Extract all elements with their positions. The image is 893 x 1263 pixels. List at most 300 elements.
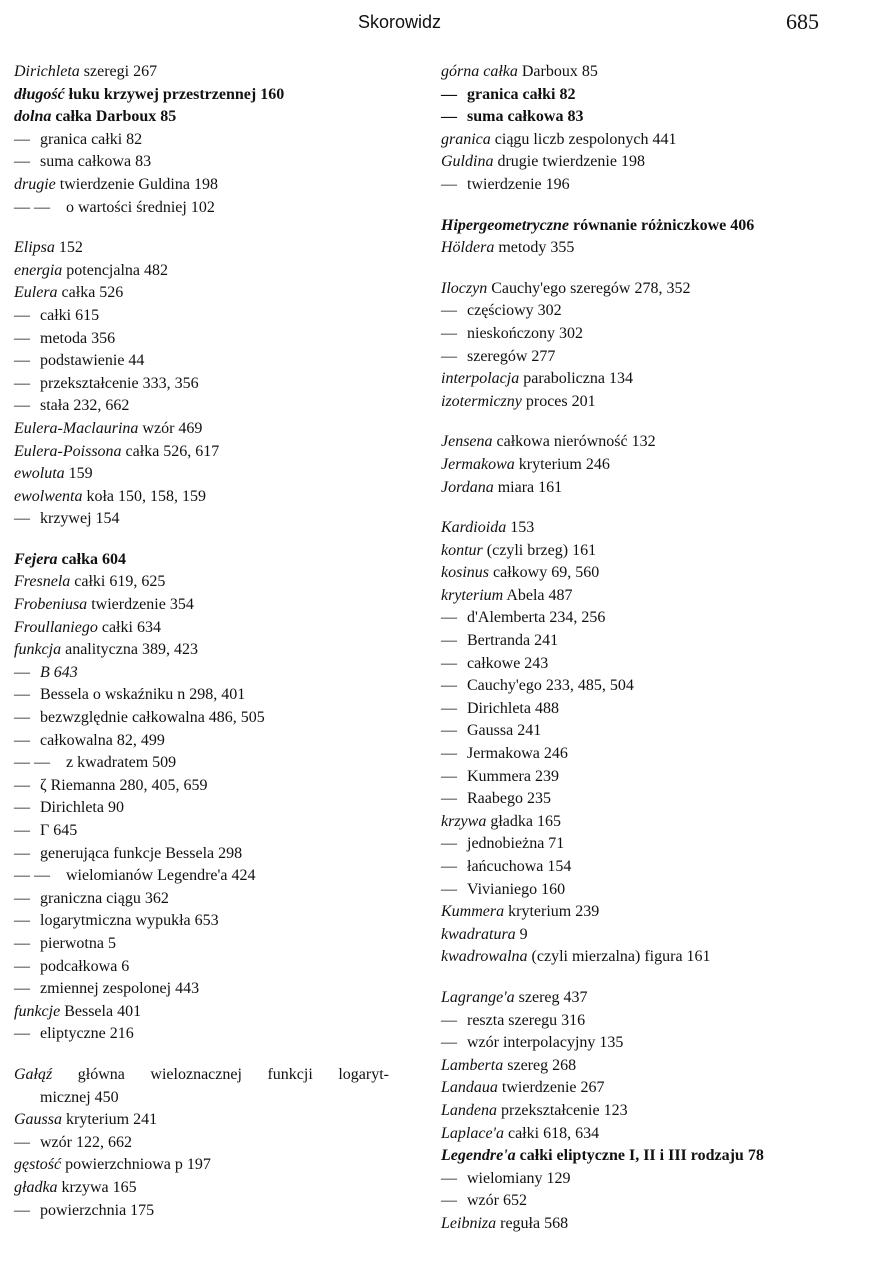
entry-term: kosinus: [441, 564, 489, 582]
index-entry: [14, 933, 414, 956]
entry-dash: —: [14, 980, 30, 998]
entry-term: Froullaniego: [14, 618, 98, 636]
index-entry: [14, 305, 414, 328]
entry-text: reguła 568: [496, 1214, 569, 1232]
index-entry: [14, 486, 414, 509]
entry-dash: —: [14, 686, 30, 704]
entry-term: kwadrowalna: [441, 948, 528, 966]
index-entry: [14, 463, 414, 486]
entry-text: potencjalna 482: [62, 261, 169, 279]
index-entry: [441, 391, 886, 414]
entry-text: twierdzenie 267: [497, 1079, 605, 1097]
index-entry: [441, 106, 886, 129]
section-gap: [441, 260, 886, 278]
entry-dash: —: [14, 1025, 30, 1043]
entry-term: Eulera-Poissona: [14, 442, 122, 460]
entry-text: równanie różniczkowe 406: [568, 216, 755, 234]
index-entry: [14, 282, 414, 305]
entry-term: Iloczyn: [441, 279, 488, 297]
entry-text: szereg 437: [514, 988, 588, 1006]
entry-text: Vivianiego 160: [467, 880, 566, 898]
index-entry: [14, 684, 414, 707]
entry-text: całkowe 243: [467, 654, 549, 672]
index-entry: [14, 910, 414, 933]
entry-dash: —: [14, 934, 30, 952]
index-entry: [14, 197, 414, 220]
entry-text: wielomiany 129: [467, 1169, 571, 1187]
entry-text: 9: [515, 925, 528, 943]
entry-text: krzywej 154: [40, 510, 120, 528]
entry-dash: —: [14, 1133, 30, 1151]
entry-text: Cauchy'ego szeregów 278, 352: [487, 279, 691, 297]
entry-dash: —: [441, 677, 457, 695]
entry-dash: —: [441, 347, 457, 365]
entry-text: całkowa nierówność 132: [492, 433, 656, 451]
index-entry: [441, 278, 886, 301]
entry-dash: —: [14, 1201, 30, 1219]
entry-term: gładka: [14, 1178, 58, 1196]
entry-term: Dirichleta: [14, 63, 80, 80]
index-entry: [14, 508, 414, 531]
index-entry: [441, 607, 886, 630]
index-entry: [441, 61, 886, 84]
entry-text: granica całki 82: [467, 85, 576, 103]
entry-text: powierzchniowa p 197: [61, 1156, 211, 1174]
entry-text: powierzchnia 175: [40, 1201, 155, 1219]
entry-text: (czyli mierzalna) figura 161: [527, 948, 711, 966]
entry-term: Guldina: [441, 153, 494, 171]
index-entry: [441, 300, 886, 323]
index-entry: [441, 84, 886, 107]
index-entry: [441, 1123, 886, 1146]
index-entry: [441, 323, 886, 346]
entry-term: funkcje: [14, 1002, 61, 1020]
entry-text: 153: [506, 519, 535, 537]
index-entry: [441, 431, 886, 454]
entry-term: dolna: [14, 108, 52, 126]
index-entry: [441, 630, 886, 653]
entry-term: energia: [14, 261, 63, 279]
entry-text: drugie twierdzenie 198: [493, 153, 645, 171]
index-entry: [14, 549, 414, 572]
entry-text: przekształcenie 123: [497, 1101, 628, 1119]
entry-text: Raabego 235: [467, 790, 551, 808]
entry-text: (czyli brzeg) 161: [482, 541, 597, 559]
entry-term: kwadratura: [441, 925, 516, 943]
index-entry: [14, 707, 414, 730]
entry-text: metody 355: [494, 239, 575, 257]
entry-term: długość: [14, 85, 65, 103]
entry-dash: —: [14, 912, 30, 930]
entry-text: metoda 356: [40, 329, 116, 347]
entry-text: Kummera 239: [467, 767, 559, 785]
index-entry: [14, 752, 414, 775]
entry-dash: —: [441, 85, 457, 103]
entry-text: miara 161: [493, 478, 563, 496]
entry-dash: —: [441, 790, 457, 808]
entry-term: krzywa: [441, 812, 487, 830]
index-entry: [14, 978, 414, 1001]
entry-term: Eulera: [14, 284, 58, 302]
entry-term: Kummera: [441, 903, 505, 921]
index-entry: [14, 441, 414, 464]
index-entry: [14, 888, 414, 911]
entry-text: gładka 165: [486, 812, 561, 830]
entry-dash: —: [441, 1169, 457, 1187]
page-header: [0, 8, 893, 36]
entry-text: bezwzględnie całkowalna 486, 505: [40, 709, 265, 727]
entry-dash: —: [441, 302, 457, 320]
entry-text: Darboux 85: [517, 63, 598, 80]
index-entry: [441, 653, 886, 676]
entry-text: całka 526: [57, 284, 124, 302]
index-entry: [441, 901, 886, 924]
entry-dash: — —: [14, 754, 50, 772]
section-gap: [441, 499, 886, 517]
entry-dash: —: [441, 835, 457, 853]
entry-text: podcałkowa 6: [40, 957, 130, 975]
section-gap: [441, 197, 886, 215]
entry-text: Dirichleta 488: [467, 699, 559, 717]
entry-term: ewoluta: [14, 465, 65, 483]
entry-term: Hipergeometryczne: [441, 216, 569, 234]
index-entry: [14, 571, 414, 594]
index-entry: [14, 662, 414, 685]
entry-text: eliptyczne 216: [40, 1025, 134, 1043]
entry-dash: —: [441, 175, 457, 193]
index-entry: [14, 797, 414, 820]
entry-text: Cauchy'ego 233, 485, 504: [467, 677, 634, 695]
entry-text: suma całkowa 83: [40, 153, 152, 171]
index-entry: [441, 562, 886, 585]
index-entry: [14, 1001, 414, 1024]
index-entry: [14, 1177, 414, 1200]
entry-text: szeregów 277: [467, 347, 556, 365]
entry-text: generująca funkcje Bessela 298: [40, 844, 243, 862]
index-entry: [14, 1154, 414, 1177]
entry-text: całka 604: [57, 550, 126, 568]
index-entry: [441, 946, 886, 969]
entry-dash: —: [14, 306, 30, 324]
index-entry: [441, 477, 886, 500]
index-column-left: [14, 61, 414, 1222]
index-entry: [441, 1055, 886, 1078]
index-entry: [441, 1010, 886, 1033]
section-gap: [14, 219, 414, 237]
entry-text: szeregi 267: [79, 63, 158, 80]
entry-term: górna całka: [441, 63, 518, 80]
entry-dash: —: [14, 510, 30, 528]
index-entry: [441, 788, 886, 811]
entry-dash: —: [441, 609, 457, 627]
entry-text: kryterium 246: [514, 455, 610, 473]
index-entry: [14, 617, 414, 640]
entry-dash: —: [14, 130, 30, 148]
section-gap: [441, 969, 886, 987]
index-entry: [441, 585, 886, 608]
section-gap: [441, 413, 886, 431]
entry-text: całkowalna 82, 499: [40, 731, 165, 749]
index-entry: [14, 956, 414, 979]
entry-term: Kardioida: [441, 519, 507, 537]
entry-term: Lagrange'a: [441, 988, 515, 1006]
page-number: 685: [786, 9, 819, 34]
index-entry: [14, 820, 414, 843]
entry-term: ewolwenta: [14, 487, 83, 505]
entry-dash: —: [14, 352, 30, 370]
entry-text: Abela 487: [503, 586, 573, 604]
index-entry: [441, 811, 886, 834]
section-gap: [14, 1046, 414, 1064]
entry-dash: —: [441, 858, 457, 875]
entry-text: paraboliczna 134: [519, 370, 633, 388]
index-entry: [441, 720, 886, 743]
entry-term: drugie: [14, 175, 56, 193]
entry-text: reszta szeregu 316: [467, 1011, 586, 1029]
index-entry: [441, 833, 886, 856]
entry-term: Jordana: [441, 478, 494, 496]
index-entry: [14, 1087, 414, 1110]
index-entry: [14, 1200, 414, 1223]
entry-text: całkowy 69, 560: [489, 564, 600, 582]
entry-text: główna wieloznacznej funkcji logaryt-: [52, 1065, 389, 1083]
entry-text: twierdzenie 354: [87, 596, 194, 614]
entry-term: Leibniza: [441, 1214, 497, 1232]
index-entry: [441, 766, 886, 789]
index-entry: [14, 174, 414, 197]
entry-text: z kwadratem 509: [66, 754, 177, 772]
index-entry: [14, 328, 414, 351]
entry-dash: —: [441, 108, 457, 126]
index-entry: [441, 129, 886, 152]
entry-text: wzór 469: [138, 419, 203, 437]
index-entry: [441, 743, 886, 766]
entry-text: 152: [54, 239, 83, 257]
index-entry: [14, 350, 414, 373]
index-entry: [14, 61, 414, 84]
entry-text: B 643: [40, 663, 78, 681]
entry-text: suma całkowa 83: [467, 108, 584, 126]
entry-text: jednobieżna 71: [467, 835, 565, 853]
index-entry: [441, 237, 886, 260]
entry-text: łuku krzywej przestrzennej 160: [64, 85, 285, 103]
entry-text: Gaussa 241: [467, 722, 542, 740]
entry-dash: —: [441, 1192, 457, 1210]
entry-text: koła 150, 158, 159: [82, 487, 206, 505]
entry-term: Frobeniusa: [14, 596, 88, 614]
index-column-right: [441, 61, 886, 1236]
entry-dash: — —: [14, 198, 50, 216]
entry-text: Bessela 401: [60, 1002, 142, 1020]
index-entry: [441, 540, 886, 563]
entry-term: kontur: [441, 541, 483, 559]
index-entry: [14, 237, 414, 260]
entry-text: Bertranda 241: [467, 632, 559, 650]
entry-dash: —: [441, 1034, 457, 1052]
index-entry: [14, 1109, 414, 1132]
entry-text: wzór interpolacyjny 135: [467, 1034, 624, 1052]
entry-dash: —: [14, 731, 30, 749]
entry-text: wzór 122, 662: [40, 1133, 132, 1151]
entry-term: Landena: [441, 1101, 497, 1119]
entry-term: Jensena: [441, 433, 493, 451]
entry-text: całki 615: [40, 306, 100, 324]
entry-term: Gałąź: [14, 1065, 53, 1083]
index-entry: [14, 1132, 414, 1155]
index-entry: [14, 843, 414, 866]
entry-dash: —: [441, 722, 457, 740]
entry-dash: —: [441, 654, 457, 672]
index-entry: [441, 1100, 886, 1123]
entry-text: całki 618, 634: [503, 1124, 600, 1142]
running-title: Skorowidz: [358, 12, 442, 32]
entry-text: logarytmiczna wypukła 653: [40, 912, 219, 930]
entry-dash: —: [14, 822, 30, 839]
entry-term: Legendre'a: [441, 1147, 516, 1165]
entry-term: Eulera-Maclaurina: [14, 419, 139, 437]
entry-text: granica całki 82: [40, 130, 143, 148]
entry-term: Elipsa: [14, 239, 55, 257]
entry-text: kryterium 241: [62, 1111, 158, 1129]
index-entry: [441, 924, 886, 947]
entry-text: pierwotna 5: [40, 934, 116, 952]
index-entry: [14, 594, 414, 617]
entry-text: twierdzenie 196: [467, 175, 570, 193]
entry-term: Höldera: [441, 239, 495, 257]
entry-text: analityczna 389, 423: [61, 641, 198, 659]
index-entry: [14, 260, 414, 283]
index-entry: [441, 1190, 886, 1213]
entry-text: twierdzenie Guldina 198: [55, 175, 218, 193]
entry-text: krzywa 165: [57, 1178, 137, 1196]
entry-text: wzór 652: [467, 1192, 527, 1210]
index-entry: [441, 1213, 886, 1236]
entry-text: 159: [64, 465, 93, 483]
entry-text: graniczna ciągu 362: [40, 889, 169, 907]
entry-dash: —: [441, 699, 457, 717]
entry-text: szereg 268: [503, 1056, 577, 1074]
entry-text: przekształcenie 333, 356: [40, 374, 199, 392]
entry-text: Dirichleta 90: [40, 799, 124, 817]
entry-dash: —: [14, 663, 30, 681]
index-entry: [441, 1032, 886, 1055]
entry-text: Bessela o wskaźniku n 298, 401: [40, 686, 246, 704]
index-entry: [441, 1168, 886, 1191]
entry-dash: —: [14, 889, 30, 907]
entry-dash: —: [14, 799, 30, 817]
entry-term: kryterium: [441, 586, 504, 604]
index-entry: [14, 418, 414, 441]
entry-term: Gaussa: [14, 1111, 63, 1129]
entry-text: łańcuchowa 154: [467, 858, 572, 875]
entry-term: Fresnela: [14, 573, 71, 591]
index-entry: [441, 1145, 886, 1168]
index-entry: [441, 174, 886, 197]
entry-text: proces 201: [521, 392, 596, 410]
entry-text: częściowy 302: [467, 302, 562, 320]
entry-text: ciągu liczb zespolonych 441: [490, 130, 677, 148]
entry-dash: —: [14, 329, 30, 347]
entry-dash: —: [441, 324, 457, 342]
entry-dash: —: [441, 880, 457, 898]
index-entry: [441, 698, 886, 721]
index-entry: [14, 129, 414, 152]
entry-text: micznej 450: [40, 1088, 119, 1106]
entry-text: wielomianów Legendre'a 424: [66, 867, 256, 885]
index-entry: [441, 517, 886, 540]
entry-term: Lamberta: [441, 1056, 504, 1074]
index-entry: [14, 373, 414, 396]
entry-text: stała 232, 662: [40, 397, 130, 415]
index-entry: [14, 775, 414, 798]
entry-text: podstawienie 44: [40, 352, 145, 370]
entry-text: zmiennej zespolonej 443: [40, 980, 200, 998]
index-entry: [441, 879, 886, 902]
entry-term: interpolacja: [441, 370, 520, 388]
entry-dash: — —: [14, 867, 50, 885]
entry-text: nieskończony 302: [467, 324, 583, 342]
entry-text: całki 634: [97, 618, 161, 636]
entry-text: całka Darboux 85: [51, 108, 177, 126]
entry-text: całka 526, 617: [121, 442, 220, 460]
index-entry: [441, 675, 886, 698]
index-entry: [14, 865, 414, 888]
entry-term: gęstość: [14, 1156, 62, 1174]
entry-term: granica: [441, 130, 491, 148]
entry-dash: —: [441, 745, 457, 763]
index-entry: [14, 730, 414, 753]
index-entry: [14, 1064, 389, 1087]
entry-text: Γ 645: [40, 822, 78, 839]
entry-text: całki 619, 625: [70, 573, 166, 591]
entry-dash: —: [14, 957, 30, 975]
entry-term: Laplace'a: [441, 1124, 504, 1142]
entry-dash: —: [14, 374, 30, 392]
index-entry: [441, 368, 886, 391]
index-entry: [441, 151, 886, 174]
index-entry: [14, 639, 414, 662]
entry-term: funkcja: [14, 641, 62, 659]
entry-text: d'Alemberta 234, 256: [467, 609, 606, 627]
entry-text: ζ Riemanna 280, 405, 659: [40, 776, 208, 794]
index-entry: [441, 1077, 886, 1100]
index-entry: [14, 151, 414, 174]
entry-text: całki eliptyczne I, II i III rodzaju 78: [515, 1147, 764, 1165]
entry-dash: —: [14, 153, 30, 171]
index-entry: [14, 395, 414, 418]
entry-dash: —: [14, 844, 30, 862]
index-entry: [441, 454, 886, 477]
index-entry: [14, 106, 414, 129]
entry-dash: —: [14, 397, 30, 415]
entry-text: kryterium 239: [504, 903, 600, 921]
entry-dash: —: [14, 709, 30, 727]
index-entry: [14, 84, 414, 107]
entry-text: o wartości średniej 102: [66, 198, 215, 216]
entry-term: Landaua: [441, 1079, 498, 1097]
index-entry: [441, 987, 886, 1010]
entry-dash: —: [14, 776, 30, 794]
section-gap: [14, 531, 414, 549]
index-entry: [441, 346, 886, 369]
index-entry: [14, 1023, 414, 1046]
entry-dash: —: [441, 1011, 457, 1029]
entry-dash: —: [441, 767, 457, 785]
index-entry: [441, 856, 886, 879]
entry-term: izotermiczny: [441, 392, 522, 410]
entry-text: Jermakowa 246: [467, 745, 568, 763]
entry-term: Jermakowa: [441, 455, 515, 473]
